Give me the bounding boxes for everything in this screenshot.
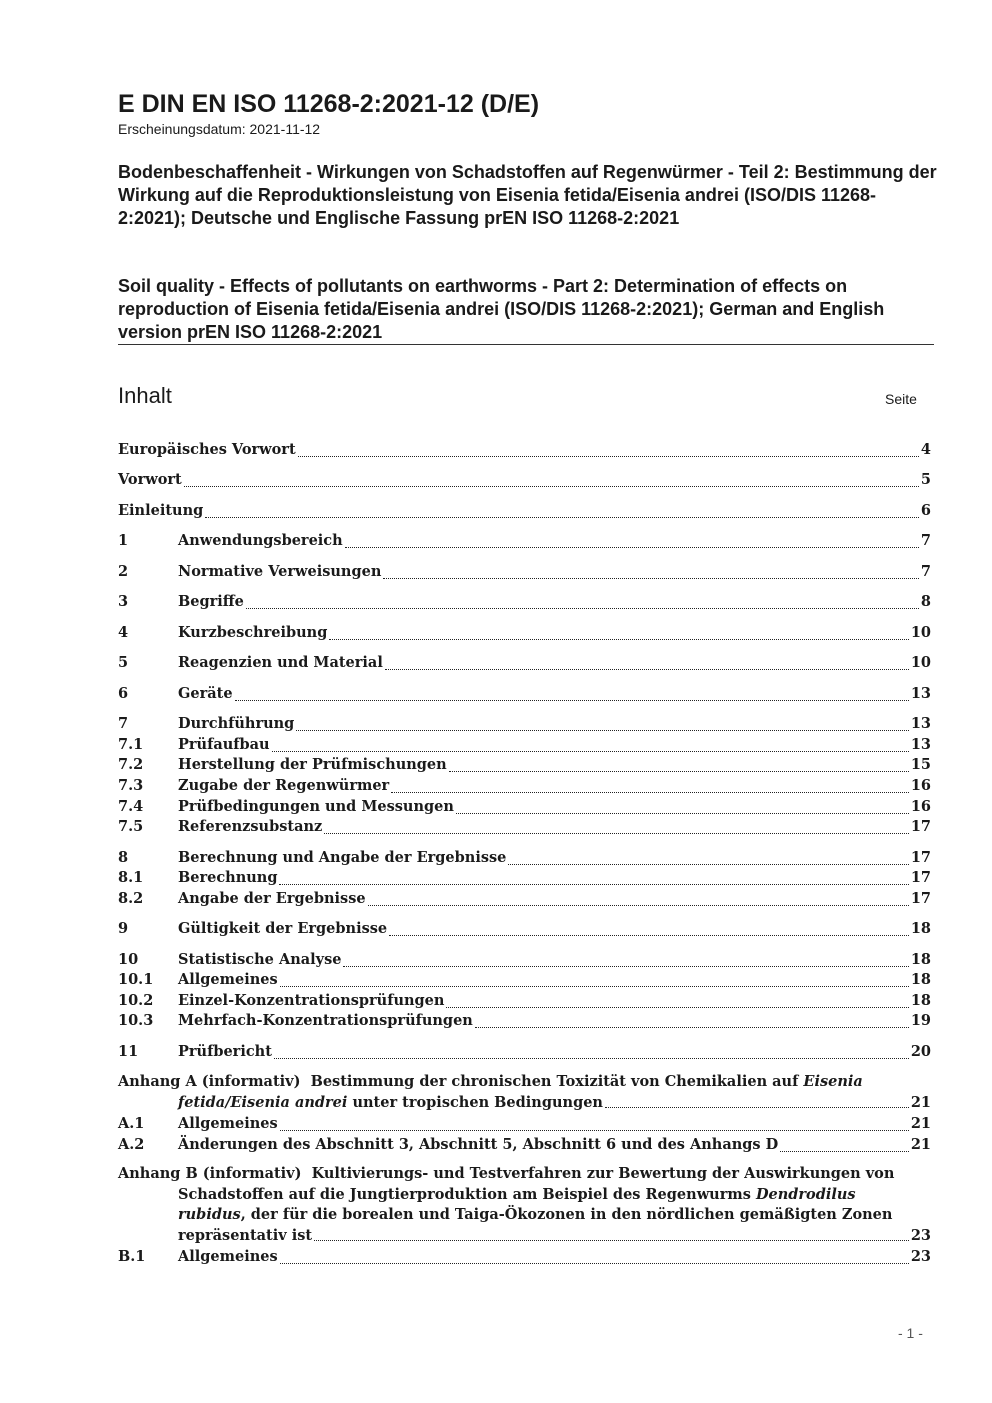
toc-entry[interactable] [118, 471, 931, 492]
annex-a-title-line1: Bestimmung der chronischen Toxizität von Chemikalien auf [310, 1073, 799, 1090]
toc-entry[interactable] [118, 532, 931, 553]
toc-entry-number: B.1 [118, 1248, 146, 1265]
title-german: Bodenbeschaffenheit - Wirkungen von Schadstoffen auf Regenwürmer - Teil 2: Bestimmung der Wirkung auf die Reproduktionsleistung von Eisenia fetida/Eisenia andrei (ISO/DIS 11268-2:2021); Deutsche und Englische Fassung prEN ISO 11268-2:2021 [118, 162, 937, 228]
toc-leader-dots [272, 751, 909, 752]
toc-entry-title: Begriffe [178, 593, 244, 610]
toc-entry-page: 20 [910, 1043, 931, 1060]
annex-b-title-line4: repräsentativ ist [178, 1226, 313, 1244]
toc-leader-dots [296, 730, 909, 731]
toc-entry-title: Allgemeines [178, 971, 278, 988]
toc-entry[interactable] [118, 1248, 931, 1269]
toc-entry-title: Vorwort [118, 471, 182, 488]
toc-entry-number: A.2 [118, 1136, 145, 1153]
toc-leader-dots [780, 1151, 909, 1152]
toc-leader-dots [298, 456, 919, 457]
toc-leader-dots [385, 669, 909, 670]
toc-entry-title: Statistische Analyse [178, 951, 342, 968]
toc-entry-page: 10 [910, 624, 931, 641]
toc-entry-number: 8 [118, 849, 129, 866]
toc-entry-title: Berechnung [178, 869, 278, 886]
toc-entry[interactable] [118, 992, 931, 1013]
toc-entry-title: Herstellung der Prüfmischungen [178, 756, 447, 773]
annex-a-title-line2: unter tropischen Bedingungen [352, 1093, 603, 1111]
annex-b-prefix: Anhang B (informativ) [118, 1165, 302, 1182]
toc-leader-dots [279, 884, 908, 885]
toc-entry-number: 11 [118, 1043, 139, 1060]
toc-entry[interactable] [118, 869, 931, 890]
toc-entry-page: 23 [910, 1248, 931, 1265]
toc-annex-b[interactable] [118, 1164, 931, 1246]
document-title: E DIN EN ISO 11268-2:2021-12 (D/E) [118, 90, 540, 118]
toc-entry-number: 4 [118, 624, 129, 641]
toc-entry-page: 18 [910, 992, 931, 1009]
toc-entry-number: 8.2 [118, 890, 144, 907]
toc-entry-page: 4 [920, 441, 931, 458]
toc-leader-dots [274, 1058, 909, 1059]
toc-entry-title: Referenzsubstanz [178, 818, 323, 835]
toc-page-label: Seite [885, 391, 917, 407]
toc-entry-number: 7.5 [118, 818, 144, 835]
toc-entry-title: Allgemeines [178, 1248, 278, 1265]
toc-entry-title: Geräte [178, 685, 233, 702]
toc-entry-page: 17 [910, 849, 931, 866]
toc-entry-number: 8.1 [118, 869, 144, 886]
toc-entry-page: 6 [920, 502, 931, 519]
toc-entry-title: Gültigkeit der Ergebnisse [178, 920, 388, 937]
toc-entry-page: 21 [910, 1115, 931, 1132]
toc-entry-title: Durchführung [178, 715, 295, 732]
annex-b-title-line1: Kultivierungs- und Testverfahren zur Bewertung der Auswirkungen von [311, 1165, 895, 1182]
toc-entry[interactable] [118, 777, 931, 798]
toc-entry-page: 8 [920, 593, 931, 610]
toc-entry-page: 13 [910, 736, 931, 753]
annex-b-italic1: Dendrodilus [755, 1185, 856, 1203]
toc-entry[interactable] [118, 593, 931, 614]
toc-leader-dots [345, 547, 919, 548]
toc-leader-dots [456, 813, 909, 814]
toc-entry[interactable] [118, 920, 931, 941]
toc-entry[interactable] [118, 951, 931, 972]
toc-entry[interactable] [118, 818, 931, 839]
title-english: Soil quality - Effects of pollutants on earthworms - Part 2: Determination of effects on reproduction of Eisenia fetida/Eisenia andrei (ISO/DIS 11268-2:2021); German and English version prEN ISO 11268-2:2021 [118, 276, 885, 342]
toc-entry-page: 5 [920, 471, 931, 488]
toc-entry-number: 9 [118, 920, 129, 937]
toc-entry-page: 18 [910, 951, 931, 968]
toc-entry-number: 7.4 [118, 798, 144, 815]
toc-leader-dots [280, 986, 909, 987]
toc-entry[interactable] [118, 798, 931, 819]
toc-entry[interactable] [118, 563, 931, 584]
toc-entry-number: 7 [118, 715, 129, 732]
toc-entry-title: Prüfbericht [178, 1043, 272, 1060]
toc-entry[interactable] [118, 715, 931, 736]
toc-entry[interactable] [118, 1012, 931, 1033]
toc-entry-number: 1 [118, 532, 129, 549]
annex-a-italic1: Eisenia [803, 1073, 863, 1090]
toc-entry-title: Prüfbedingungen und Messungen [178, 798, 454, 815]
annex-a-page: 21 [910, 1093, 931, 1111]
toc-entry-title: Anwendungsbereich [178, 532, 343, 549]
toc-leader-dots [383, 578, 919, 579]
annex-a-italic2: fetida/Eisenia andrei [178, 1093, 348, 1111]
toc-leader-dots [184, 486, 919, 487]
toc-entry[interactable] [118, 890, 931, 911]
toc-entry-number: 10.1 [118, 971, 154, 988]
toc-leader-dots [205, 517, 919, 518]
toc-entry-title: Einleitung [118, 502, 204, 519]
toc-entry-number: 10 [118, 951, 139, 968]
toc-leader-dots [280, 1263, 909, 1264]
toc-entry-page: 18 [910, 920, 931, 937]
toc-entry-title: Zugabe der Regenwürmer [178, 777, 390, 794]
toc-leader-dots [368, 905, 909, 906]
toc-entry[interactable] [118, 736, 931, 757]
toc-leader-dots [329, 639, 908, 640]
toc-entry-title: Angabe der Ergebnisse [178, 890, 366, 907]
toc-entry[interactable] [118, 971, 931, 992]
publication-date: Erscheinungsdatum: 2021-11-12 [118, 121, 321, 137]
toc-entry[interactable] [118, 502, 931, 523]
toc-entry-title: Berechnung und Angabe der Ergebnisse [178, 849, 507, 866]
toc-leader-dots [389, 935, 909, 936]
toc-entry-number: 7.3 [118, 777, 144, 794]
toc-leader-dots [449, 771, 909, 772]
toc-entry-title: Änderungen des Abschnitt 3, Abschnitt 5, Abschnitt 6 und des Anhangs D [178, 1136, 779, 1153]
toc-entry-number: 2 [118, 563, 129, 580]
toc-entry-number: 7.2 [118, 756, 144, 773]
toc-entry-page: 17 [910, 890, 931, 907]
toc-entry-title: Einzel-Konzentrationsprüfungen [178, 992, 445, 1009]
toc-entry-number: 3 [118, 593, 129, 610]
toc-entry-number: 6 [118, 685, 129, 702]
toc-leader-dots [446, 1007, 908, 1008]
toc-entry[interactable] [118, 1115, 931, 1136]
toc-entry-page: 15 [910, 756, 931, 773]
toc-leader-dots [280, 1130, 909, 1131]
toc-entry[interactable] [118, 756, 931, 777]
toc-entry[interactable] [118, 849, 931, 870]
toc-entry-title: Allgemeines [178, 1115, 278, 1132]
toc-entry-page: 13 [910, 715, 931, 732]
toc-leader-dots [324, 833, 909, 834]
annex-b-title-line3: , der für die borealen und Taiga-Ökozonen in den nördlichen gemäßigten Zonen [240, 1206, 893, 1223]
toc-leader-dots [475, 1027, 909, 1028]
toc-entry-title: Kurzbeschreibung [178, 624, 328, 641]
toc-entry-page: 18 [910, 971, 931, 988]
page-number: - 1 - [898, 1325, 923, 1341]
toc-entry[interactable] [118, 1136, 931, 1157]
toc-entry-page: 7 [920, 532, 931, 549]
toc-entry-title: Reagenzien und Material [178, 654, 383, 671]
toc-entry[interactable] [118, 624, 931, 645]
toc-entry-page: 17 [910, 818, 931, 835]
toc-leader-dots [605, 1107, 909, 1108]
toc-entry-number: 7.1 [118, 736, 144, 753]
toc-entry[interactable] [118, 441, 931, 462]
toc-entry-number: 10.2 [118, 992, 154, 1009]
toc-entry-title: Prüfaufbau [178, 736, 270, 753]
toc-entry-title: Europäisches Vorwort [118, 441, 296, 458]
toc-entry-page: 13 [910, 685, 931, 702]
toc-entry-page: 17 [910, 869, 931, 886]
toc-leader-dots [343, 966, 908, 967]
toc-entry-page: 21 [910, 1136, 931, 1153]
toc-entry[interactable] [118, 654, 931, 675]
toc-entry-page: 7 [920, 563, 931, 580]
toc-entry-number: 10.3 [118, 1012, 154, 1029]
toc-entry-page: 16 [910, 777, 931, 794]
toc-entry[interactable] [118, 685, 931, 706]
toc-entry-number: A.1 [118, 1115, 145, 1132]
toc-entry-page: 16 [910, 798, 931, 815]
toc-entry-title: Mehrfach-Konzentrationsprüfungen [178, 1012, 473, 1029]
toc-leader-dots [391, 792, 909, 793]
annex-b-page: 23 [910, 1226, 931, 1244]
toc-entry[interactable] [118, 1043, 931, 1064]
annex-a-prefix: Anhang A (informativ) [118, 1073, 301, 1090]
annex-b-title-line2: Schadstoffen auf die Jungtierproduktion am Beispiel des Regenwurms [178, 1185, 751, 1203]
toc-entry-number: 5 [118, 654, 129, 671]
toc-entry-page: 19 [910, 1012, 931, 1029]
toc-heading: Inhalt [118, 383, 172, 408]
toc-leader-dots [246, 608, 919, 609]
toc-entry-page: 10 [910, 654, 931, 671]
toc-annex-a[interactable] [118, 1072, 931, 1113]
header-divider [118, 344, 934, 345]
toc-leader-dots [508, 864, 908, 865]
toc-leader-dots [314, 1240, 909, 1241]
toc-entry-title: Normative Verweisungen [178, 563, 382, 580]
toc-leader-dots [235, 700, 909, 701]
annex-b-italic2: rubidus [178, 1206, 241, 1223]
